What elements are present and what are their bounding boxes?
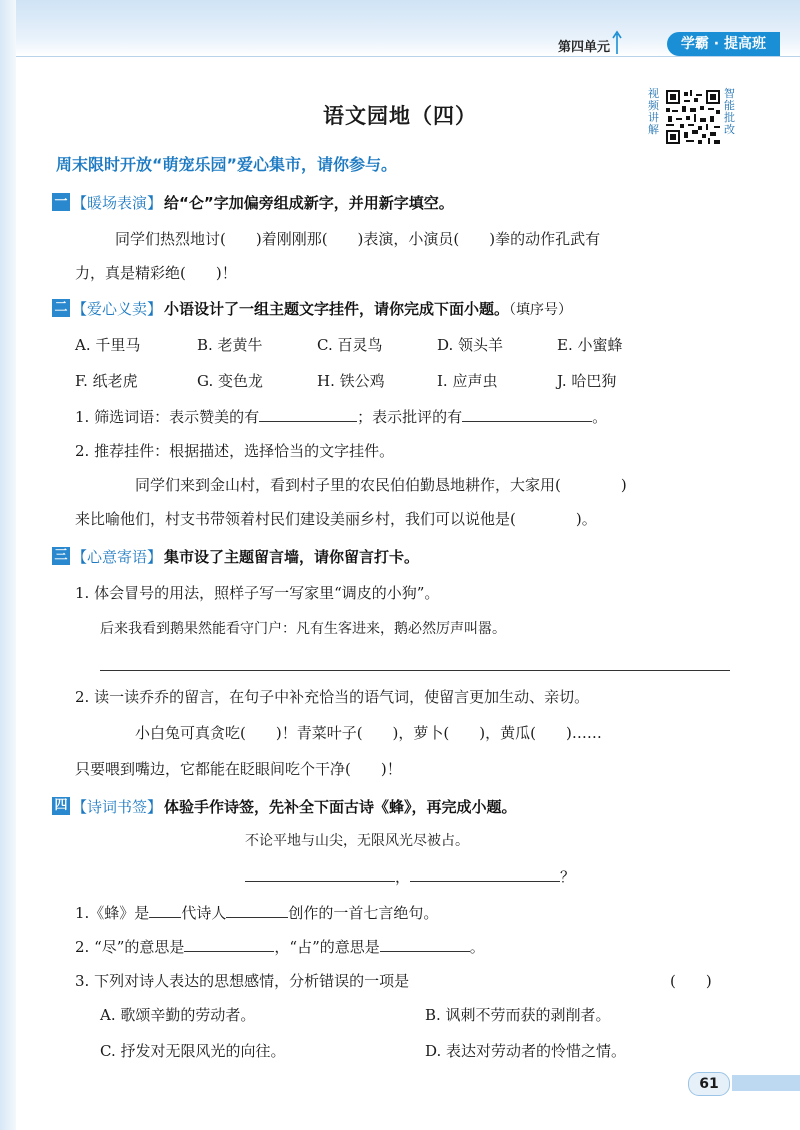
option-i: I. 应声虫 [437, 372, 498, 390]
s3-example: 后来我看到鹅果然能看守门户：凡有生客进来，鹅必然厉声叫嚣。 [100, 621, 506, 637]
s3-question-1: 1. 体会冒号的用法，照样子写一写家里“调皮的小狗”。 [75, 584, 440, 602]
answer-blank[interactable] [184, 937, 274, 952]
section-name: 【爱心义卖】 [72, 299, 163, 318]
s1-paragraph-line2: 力，真是精彩绝( )！ [75, 264, 237, 282]
intro-text: 周末限时开放“萌宠乐园”爱心集市，请你参与。 [56, 155, 398, 174]
answer-blank[interactable] [149, 903, 181, 918]
s2-question-2: 2. 推荐挂件：根据描述，选择恰当的文字挂件。 [75, 442, 395, 460]
option-f: F. 纸老虎 [75, 372, 138, 390]
section-number: 三 [52, 547, 70, 565]
s3-question-2: 2. 读一读乔乔的留言，在句子中补充恰当的语气词，使留言更加生动、亲切。 [75, 688, 590, 706]
section-name: 【暖场表演】 [72, 193, 163, 212]
option-b: B. 老黄牛 [197, 336, 263, 354]
section-number: 一 [52, 193, 70, 211]
option-a: A. 千里马 [75, 336, 141, 354]
option-c: C. 百灵鸟 [317, 336, 383, 354]
s2-paragraph-line2: 来比喻他们，村支书带领着村民们建设美丽乡村，我们可以说他是( )。 [75, 510, 597, 528]
answer-line[interactable] [100, 670, 730, 671]
answer-blank[interactable] [245, 867, 395, 882]
qr-block[interactable] [648, 88, 738, 150]
section-3-heading [52, 544, 419, 568]
section-1-heading [52, 190, 454, 214]
poem-line-1: 不论平地与山尖，无限风光尽被占。 [245, 833, 469, 849]
option-g: G. 变色龙 [197, 372, 263, 390]
s2-question-1: 1. 筛选词语：表示赞美的有 ；表示批评的有 。 [75, 408, 608, 426]
qr-code-icon[interactable] [666, 90, 720, 144]
answer-blank[interactable] [226, 903, 288, 918]
s3-paragraph-line2: 只要喂到嘴边，它都能在眨眼间吃个干净( )！ [75, 760, 402, 778]
choice-d: D. 表达对劳动者的怜惜之情。 [425, 1042, 627, 1060]
section-hint: （填序号） [509, 301, 573, 318]
answer-paren[interactable]: ( ) [670, 972, 712, 990]
answer-blank[interactable] [380, 937, 470, 952]
section-desc: 给“仑”字加偏旁组成新字，并用新字填空。 [164, 193, 454, 212]
brand-badge: 学霸 · 提高班 [667, 32, 780, 56]
page-title: 语文园地（四） [323, 104, 477, 128]
answer-blank[interactable] [462, 407, 592, 422]
arrow-up-icon [612, 30, 622, 54]
section-number: 二 [52, 299, 70, 317]
section-desc: 体验手作诗签，先补全下面古诗《蜂》，再完成小题。 [164, 797, 517, 816]
option-h: H. 铁公鸡 [317, 372, 385, 390]
s2-paragraph-line1: 同学们来到金山村，看到村子里的农民伯伯勤恳地耕作，大家用( ) [135, 476, 627, 494]
answer-blank[interactable] [259, 407, 357, 422]
option-e: E. 小蜜蜂 [557, 336, 623, 354]
option-j: J. 哈巴狗 [557, 372, 617, 390]
unit-label: 第四单元 [557, 40, 610, 55]
section-number: 四 [52, 797, 70, 815]
choice-b: B. 讽刺不劳而获的剥削者。 [425, 1006, 611, 1024]
poem-line-2: ， ？ [245, 866, 575, 887]
section-name: 【诗词书签】 [72, 797, 163, 816]
option-d: D. 领头羊 [437, 336, 504, 354]
section-4-heading [52, 794, 517, 818]
page-edge [0, 0, 16, 1130]
s1-paragraph-line1: 同学们热烈地讨( )着刚刚那( )表演，小演员( )拳的动作孔武有 [115, 230, 601, 248]
page-number-bar [732, 1075, 800, 1091]
s4-question-3: 3. 下列对诗人表达的思想感情，分析错误的一项是 [75, 972, 410, 990]
answer-blank[interactable] [410, 867, 560, 882]
qr-right-label: 智能批改 [724, 87, 735, 136]
s3-paragraph-line1: 小白兔可真贪吃( )！青菜叶子( )，萝卜( )，黄瓜( )…… [135, 724, 602, 742]
section-desc: 集市设了主题留言墙，请你留言打卡。 [164, 547, 420, 566]
qr-left-label: 视频讲解 [648, 87, 659, 136]
section-desc: 小语设计了一组主题文字挂件，请你完成下面小题。（填序号） [164, 299, 573, 318]
s4-question-1: 1.《蜂》是 代诗人 创作的一首七言绝句。 [75, 904, 439, 922]
choice-c: C. 抒发对无限风光的向往。 [100, 1042, 286, 1060]
s4-question-2: 2. “尽”的意思是 ，“占”的意思是 。 [75, 938, 485, 956]
section-2-heading [52, 296, 572, 320]
section-name: 【心意寄语】 [72, 547, 163, 566]
choice-a: A. 歌颂辛勤的劳动者。 [100, 1006, 256, 1024]
page-number: 61 [688, 1072, 730, 1096]
